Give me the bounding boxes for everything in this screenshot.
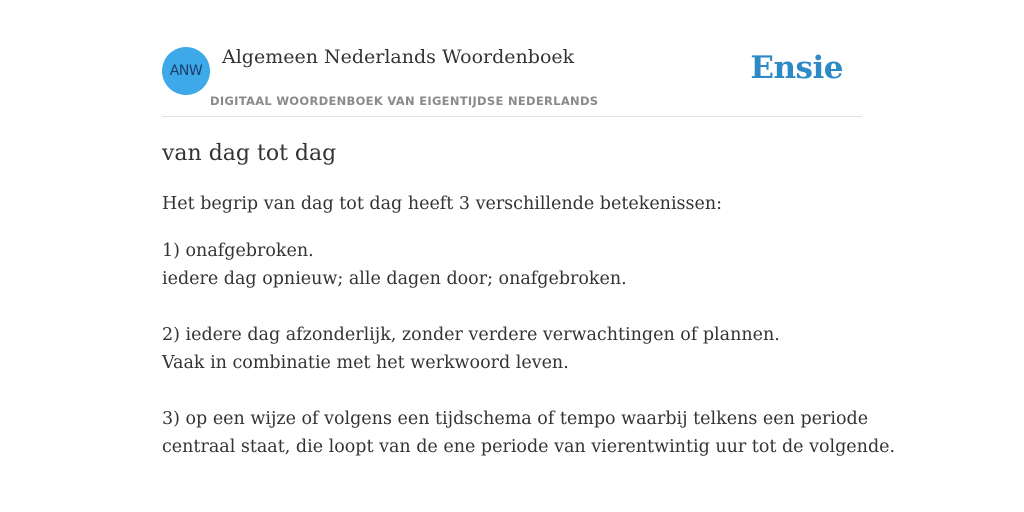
meaning-3 bbox=[162, 405, 896, 461]
meaning-1 bbox=[162, 237, 862, 293]
entry-intro: Het begrip van dag tot dag heeft 3 verschillende betekenissen: bbox=[162, 194, 723, 214]
meaning-2 bbox=[162, 321, 862, 377]
meaning-1-heading: 1) onafgebroken. bbox=[162, 241, 314, 261]
site-header bbox=[162, 40, 862, 117]
meaning-3-text: centraal staat, die loopt van de ene periode van vierentwintig uur tot de volgende. bbox=[162, 437, 896, 457]
site-subtitle: DIGITAAL WOORDENBOEK VAN EIGENTIJDSE NEDERLANDS bbox=[210, 94, 599, 108]
meaning-1-text: iedere dag opnieuw; alle dagen door; onafgebroken. bbox=[162, 269, 627, 289]
entry-content bbox=[162, 138, 896, 461]
anw-logo[interactable]: ANW bbox=[162, 47, 210, 95]
ensie-brand-logo[interactable]: Ensie bbox=[750, 50, 843, 86]
meaning-2-heading: 2) iedere dag afzonderlijk, zonder verdere verwachtingen of plannen. bbox=[162, 325, 780, 345]
meaning-3-heading: 3) op een wijze of volgens een tijdschema of tempo waarbij telkens een periode bbox=[162, 409, 869, 429]
site-title[interactable]: Algemeen Nederlands Woordenboek bbox=[222, 46, 575, 68]
entry-term: van dag tot dag bbox=[162, 141, 337, 166]
meaning-2-text: Vaak in combinatie met het werkwoord leven. bbox=[162, 353, 569, 373]
